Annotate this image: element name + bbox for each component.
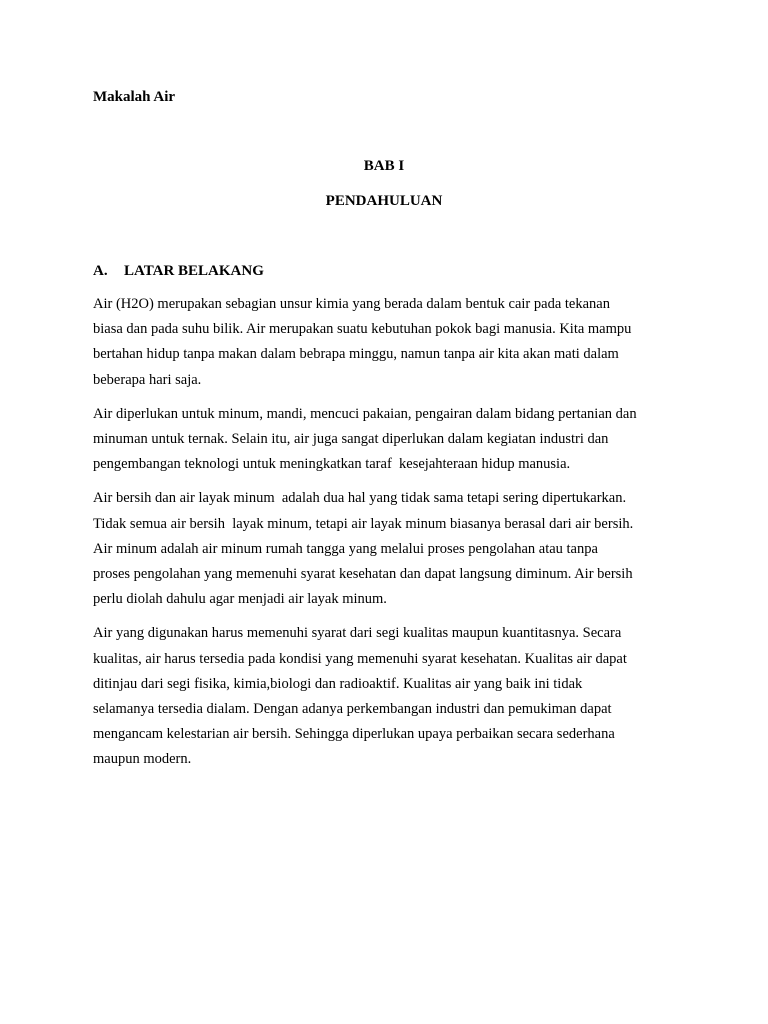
paragraph-line: Tidak semua air bersih layak minum, tetapi air layak minum biasanya berasal dari air bersih.	[93, 515, 634, 532]
paragraph-1	[93, 292, 683, 393]
paragraph-line: perlu diolah dahulu agar menjadi air layak minum.	[93, 591, 387, 608]
paragraph-2	[93, 402, 683, 478]
paragraph-line: Air yang digunakan harus memenuhi syarat dari segi kualitas maupun kuantitasnya. Secara	[93, 625, 622, 642]
paragraph-line: mengancam kelestarian air bersih. Sehingga diperlukan upaya perbaikan secara sederhana	[93, 726, 615, 743]
paragraph-line: Air (H2O) merupakan sebagian unsur kimia yang berada dalam bentuk cair pada tekanan	[93, 296, 610, 312]
paragraph-line: pengembangan teknologi untuk meningkatkan taraf kesejahteraan hidup manusia.	[93, 456, 571, 473]
section-marker: A.	[93, 263, 108, 279]
paragraph-line: kualitas, air harus tersedia pada kondisi yang memenuhi syarat kesehatan. Kualitas air dapat	[93, 650, 627, 667]
paragraph-line: minuman untuk ternak. Selain itu, air juga sangat diperlukan dalam kegiatan industri dan	[93, 431, 609, 448]
chapter-number: BAB I	[363, 158, 405, 174]
chapter-title: PENDAHULUAN	[325, 193, 443, 209]
paragraph-line: selamanya tersedia dialam. Dengan adanya perkembangan industri dan pemukiman dapat	[93, 701, 612, 718]
paragraph-3	[93, 486, 683, 612]
section-heading	[93, 262, 264, 280]
paragraph-4	[93, 621, 683, 772]
paragraph-line: beberapa hari saja.	[93, 371, 202, 388]
paragraph-line: bertahan hidup tanpa makan dalam bebrapa minggu, namun tanpa air kita akan mati dalam	[93, 346, 619, 363]
paragraph-line: Air diperlukan untuk minum, mandi, mencuci pakaian, pengairan dalam bidang pertanian dan	[93, 405, 637, 422]
paragraph-line: Air minum adalah air minum rumah tangga yang melalui proses pengolahan atau tanpa	[93, 540, 598, 557]
body-text	[93, 292, 683, 782]
paragraph-line: biasa dan pada suhu bilik. Air merupakan suatu kebutuhan pokok bagi manusia. Kita mampu	[93, 321, 632, 338]
section-heading-text: LATAR BELAKANG	[124, 263, 264, 279]
paragraph-line: maupun modern.	[93, 751, 192, 768]
document-title: Makalah Air	[93, 89, 176, 105]
paragraph-line: proses pengolahan yang memenuhi syarat kesehatan dan dapat langsung diminum. Air bersih	[93, 566, 633, 583]
paragraph-line: ditinjau dari segi fisika, kimia,biologi dan radioaktif. Kualitas air yang baik ini tidak	[93, 675, 583, 692]
paragraph-line: Air bersih dan air layak minum adalah dua hal yang tidak sama tetapi sering dipertukarkan.	[93, 490, 627, 507]
